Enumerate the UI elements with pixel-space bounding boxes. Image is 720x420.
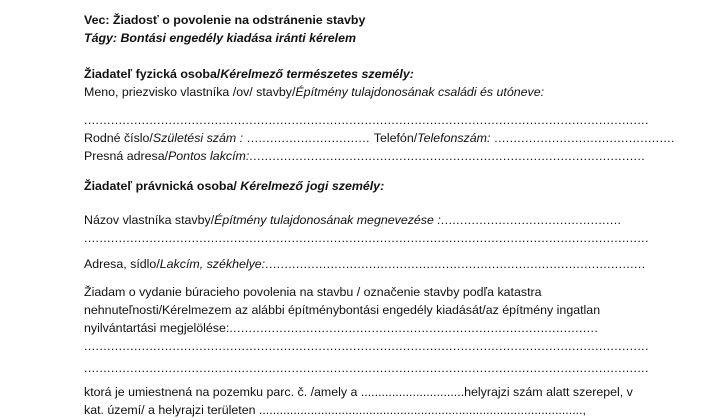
name-fill-line: ................................................................................................................................................... — [84, 113, 649, 127]
request-fill-line-a: ................................................................................................................................................... — [84, 339, 649, 353]
seat-line — [84, 256, 644, 272]
owner-line — [84, 212, 644, 228]
location-line-1: ktorá je umiestnená na pozemku parc. č. /amely a ..............................helyrajzi szám alatt szerepel, v — [84, 385, 633, 399]
company-heading — [84, 178, 644, 194]
request-line-3-fill: ................................................................................................ — [229, 321, 599, 335]
request-line-2: nehnuteľnosti/Kérelmezem az alábbi építménybontási engedély kiadását/az építmény ingatlan — [84, 303, 601, 317]
birth-label-hu: Születési szám : — [152, 131, 244, 145]
location-line-2: kat. území/ a helyrajzi területen .............................................................................................., — [84, 403, 586, 417]
phone-label-sk: Telefón/ — [373, 131, 418, 145]
subject-sk: Vec: Žiadosť o povolenie na odstránenie stavby — [84, 13, 366, 27]
seat-label-hu: Lakcím, székhelye: — [159, 257, 266, 271]
address-fill: ....................................................................................................... — [249, 149, 646, 163]
person-heading — [84, 66, 644, 82]
request-line-3 — [84, 320, 644, 336]
birth-label-sk: Rodné číslo/ — [84, 131, 153, 145]
address-line — [84, 148, 644, 164]
owner-label-sk: Názov vlastníka stavby/ — [84, 213, 215, 227]
owner-label-hu: Építmény tulajdonosának megnevezése : — [214, 213, 441, 227]
address-label-hu: Pontos lakcím: — [168, 149, 250, 163]
owner-fill-line: ................................................................................................................................................... — [84, 231, 649, 245]
birth-fill: ................................ — [243, 131, 374, 145]
person-heading-hu: Kérelmező természetes személy: — [220, 67, 414, 81]
phone-label-hu: Telefonszám: — [417, 131, 491, 145]
person-heading-sk: Žiadateľ fyzická osoba/ — [84, 67, 221, 81]
company-heading-hu: Kérelmező jogi személy: — [240, 179, 385, 193]
request-line-1: Žiadam o vydanie búracieho povolenia na stavbu / označenie stavby podľa katastra — [84, 285, 542, 299]
name-label — [84, 84, 644, 100]
seat-label-sk: Adresa, sídlo/ — [84, 257, 160, 271]
name-label-hu: Építmény tulajdonosának családi és utóneve: — [295, 85, 545, 99]
name-label-sk: Meno, priezvisko vlastníka /ov/ stavby/ — [84, 85, 296, 99]
phone-fill: ............................................... — [490, 131, 675, 145]
birth-phone-line — [84, 130, 675, 146]
seat-fill: ................................................................................................... — [265, 257, 646, 271]
request-fill-line-b: ................................................................................................................................................... — [84, 361, 649, 375]
owner-fill: ............................................... — [440, 213, 622, 227]
company-heading-sk: Žiadateľ právnická osoba/ — [84, 179, 241, 193]
address-label-sk: Presná adresa/ — [84, 149, 169, 163]
subject-hu: Tágy: Bontási engedély kiadása iránti kérelem — [84, 31, 357, 45]
request-line-3-text: nyilvántartási megjelölése: — [84, 321, 230, 335]
